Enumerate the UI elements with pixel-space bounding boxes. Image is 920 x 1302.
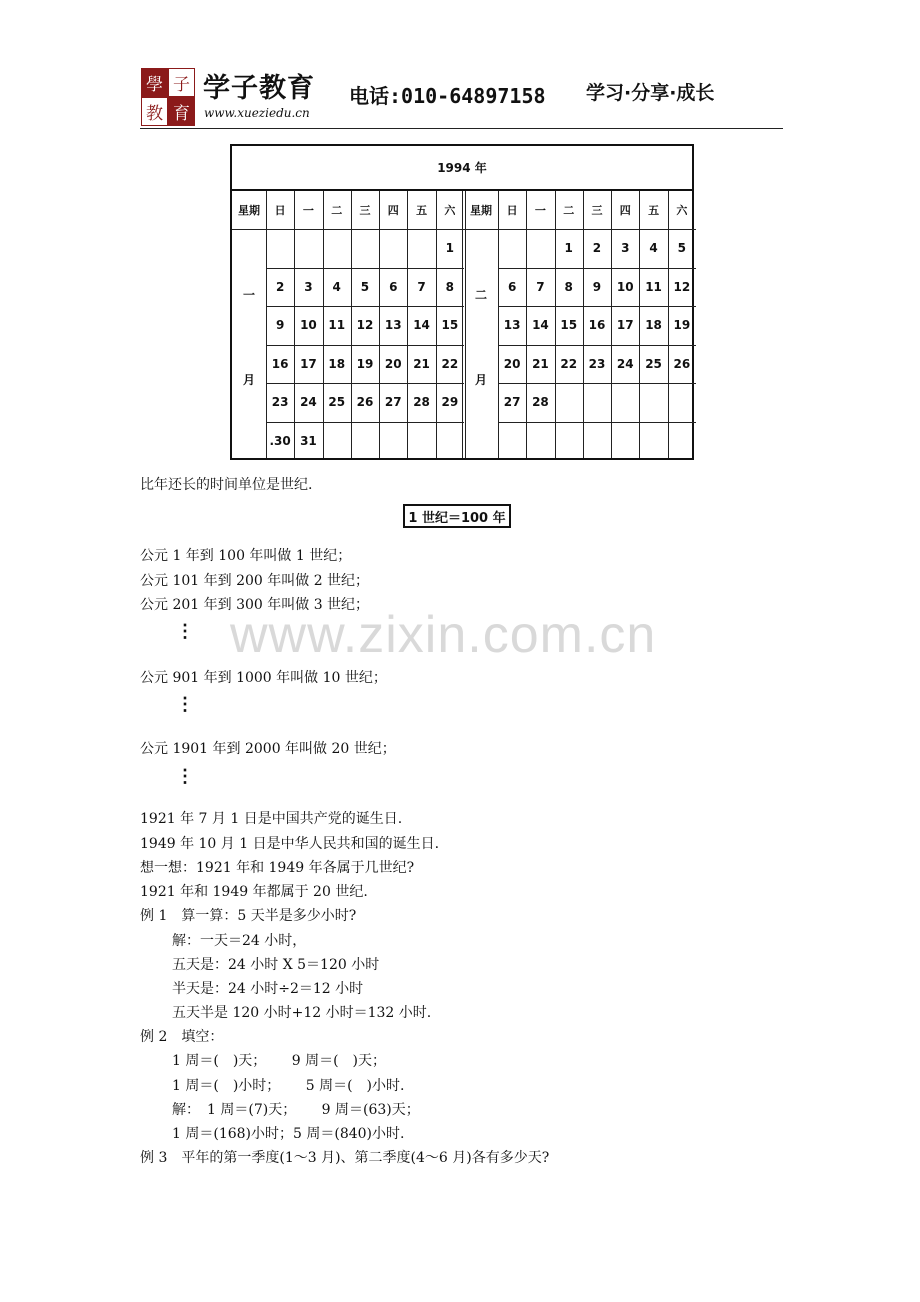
day-cell: 3	[621, 241, 630, 256]
text-line: 半天是：24 小时÷2＝12 小时	[172, 981, 364, 997]
day-cell: .30	[269, 433, 291, 448]
text-line: 公元 901 年到 1000 年叫做 10 世纪；	[140, 670, 387, 686]
grid-line	[498, 191, 499, 458]
day-cell	[407, 229, 435, 268]
logo-char: 子	[168, 68, 195, 97]
weekday-header: 日	[274, 204, 286, 217]
text-line: 1 周＝( )小时； 5 周＝( )小时.	[172, 1078, 405, 1094]
day-cell: 31	[300, 433, 317, 448]
day-cell: 17	[616, 318, 634, 333]
day-cell: 27	[503, 395, 521, 410]
day-cell	[436, 422, 464, 461]
text-line: 比年还长的时间单位是世纪.	[140, 477, 313, 493]
day-cell: 13	[503, 318, 521, 333]
text-line: 1 周＝(168)小时；5 周＝(840)小时.	[172, 1126, 405, 1142]
grid-line	[498, 383, 696, 384]
weekday-header: 日	[506, 204, 518, 217]
day-cell: 14	[413, 318, 430, 333]
grid-line	[611, 191, 612, 458]
day-cell: 26	[673, 356, 691, 371]
weekday-header: 一	[534, 204, 546, 217]
calendar-title: 1994 年	[232, 146, 692, 191]
day-cell: 9	[275, 318, 285, 333]
grid-line	[266, 268, 464, 269]
day-cell: 28	[413, 395, 430, 410]
day-cell	[379, 422, 407, 461]
day-cell: 20	[503, 356, 521, 371]
day-cell: 8	[445, 279, 455, 294]
text-line: 公元 101 年到 200 年叫做 2 世纪；	[140, 573, 370, 589]
phone-number: 电话:010-64897158	[349, 84, 546, 108]
day-cell	[668, 422, 696, 461]
day-cell	[639, 383, 667, 422]
day-cell	[323, 422, 351, 461]
text-line: 解： 1 周＝(7)天； 9 周＝(63)天；	[172, 1102, 420, 1118]
grid-line	[294, 191, 295, 458]
example-heading: 例 3 平年的第一季度(1～3 月)、第二季度(4～6 月)各有多少天?	[140, 1150, 550, 1166]
day-cell: 12	[356, 318, 374, 333]
day-cell: 10	[300, 318, 317, 333]
day-cell: 27	[384, 395, 402, 410]
header-divider	[140, 128, 783, 129]
day-cell: 7	[536, 279, 545, 294]
text-line: 1921 年和 1949 年都属于 20 世纪.	[140, 884, 368, 900]
day-cell	[351, 229, 379, 268]
day-cell	[323, 229, 351, 268]
day-cell	[294, 229, 322, 268]
example-heading: 例 1 算一算：5 天半是多少小时?	[140, 908, 357, 924]
logo-char: 學	[141, 68, 168, 97]
day-cell: 21	[532, 356, 549, 371]
day-cell: 18	[328, 356, 346, 371]
day-cell	[407, 422, 435, 461]
weekday-header: 六	[444, 204, 456, 217]
weekday-header: 五	[416, 204, 428, 217]
day-cell: 6	[507, 279, 517, 294]
day-cell	[498, 229, 526, 268]
text-line: 1921 年 7 月 1 日是中国共产党的诞生日.	[140, 811, 403, 827]
site-url: www.xueziedu.cn	[204, 106, 310, 120]
day-cell: 15	[560, 318, 578, 333]
grid-line	[266, 306, 464, 307]
day-cell	[379, 229, 407, 268]
grid-line	[498, 422, 696, 423]
day-cell: 24	[300, 395, 317, 410]
day-cell: 28	[532, 395, 549, 410]
logo-char: 育	[168, 97, 195, 126]
grid-line	[498, 268, 696, 269]
day-cell: 26	[356, 395, 374, 410]
day-cell: 5	[360, 279, 370, 294]
day-cell: 17	[300, 356, 317, 371]
day-cell	[498, 422, 526, 461]
day-cell: 7	[417, 279, 426, 294]
day-cell	[639, 422, 667, 461]
text-line: 五天是：24 小时 X 5＝120 小时	[172, 957, 380, 973]
grid-line	[232, 229, 464, 230]
ellipsis-vertical: ⋮	[176, 766, 194, 787]
day-cell: 16	[588, 318, 606, 333]
day-cell	[611, 422, 639, 461]
weekday-header: 五	[648, 204, 660, 217]
weekday-header: 六	[676, 204, 688, 217]
logo	[141, 68, 195, 126]
day-cell	[526, 229, 554, 268]
day-cell: 4	[332, 279, 341, 294]
day-cell	[555, 383, 583, 422]
day-cell: 23	[271, 395, 289, 410]
day-cell	[526, 422, 554, 461]
grid-line	[583, 191, 584, 458]
day-cell: 8	[564, 279, 573, 294]
day-cell: 19	[356, 356, 374, 371]
grid-line	[639, 191, 640, 458]
day-cell: 4	[649, 241, 658, 256]
day-cell: 14	[532, 318, 549, 333]
weekday-header: 一	[302, 204, 314, 217]
day-cell: 22	[441, 356, 459, 371]
day-cell	[351, 422, 379, 461]
day-cell: 21	[413, 356, 430, 371]
grid-line	[351, 191, 352, 458]
day-cell: 10	[616, 279, 634, 294]
example-heading: 例 2 填空：	[140, 1029, 224, 1045]
day-cell: 15	[441, 318, 459, 333]
day-cell	[668, 383, 696, 422]
day-cell: 3	[304, 279, 313, 294]
grid-line	[266, 345, 464, 346]
grid-line	[266, 383, 464, 384]
grid-line	[555, 191, 556, 458]
text-line: 五天半是 120 小时+12 小时＝132 小时.	[172, 1005, 432, 1021]
grid-line	[526, 191, 527, 458]
day-cell: 12	[673, 279, 691, 294]
grid-line	[379, 191, 380, 458]
day-cell: 1	[564, 241, 573, 256]
day-cell: 13	[384, 318, 402, 333]
day-cell	[266, 229, 294, 268]
month-label: 月	[242, 372, 255, 387]
day-cell: 29	[441, 395, 459, 410]
text-line: 想一想：1921 年和 1949 年各属于几世纪?	[140, 860, 415, 876]
text-line: 公元 1 年到 100 年叫做 1 世纪；	[140, 548, 352, 564]
text-line: 公元 201 年到 300 年叫做 3 世纪；	[140, 597, 370, 613]
day-cell: 23	[588, 356, 606, 371]
day-cell: 19	[673, 318, 691, 333]
weekday-header: 三	[591, 204, 603, 217]
grid-line	[498, 345, 696, 346]
day-cell: 16	[271, 356, 289, 371]
text-line: 解：一天＝24 小时，	[172, 933, 307, 949]
day-cell: 6	[389, 279, 398, 294]
day-cell: 11	[328, 318, 346, 333]
logo-char: 教	[141, 97, 168, 126]
day-cell: 1	[445, 241, 455, 256]
month-label: 一	[242, 287, 255, 302]
day-cell: 11	[645, 279, 662, 294]
weekday-header: 星期	[470, 204, 492, 217]
watermark: www.zixin.com.cn	[230, 606, 657, 664]
grid-line	[266, 422, 464, 423]
day-cell: 18	[645, 318, 662, 333]
grid-line	[436, 191, 437, 458]
day-cell: 5	[677, 241, 687, 256]
grid-line	[498, 306, 696, 307]
ellipsis-vertical: ⋮	[176, 621, 194, 642]
day-cell	[611, 383, 639, 422]
month-label: 月	[474, 372, 487, 387]
grid-line	[462, 191, 463, 458]
weekday-header: 二	[563, 204, 575, 217]
day-cell: 24	[616, 356, 634, 371]
day-cell: 2	[592, 241, 602, 256]
day-cell	[555, 422, 583, 461]
grid-line	[668, 191, 669, 458]
grid-line	[266, 191, 267, 458]
grid-line	[407, 191, 408, 458]
ellipsis-vertical: ⋮	[176, 694, 194, 715]
weekday-header: 二	[331, 204, 343, 217]
day-cell: 25	[328, 395, 346, 410]
weekday-header: 星期	[238, 204, 260, 217]
text-line: 1949 年 10 月 1 日是中华人民共和国的诞生日.	[140, 836, 440, 852]
day-cell: 9	[592, 279, 602, 294]
month-label: 二	[474, 287, 487, 302]
formula-box: 1 世纪＝100 年	[403, 504, 511, 528]
weekday-header: 三	[359, 204, 371, 217]
slogan: 学习·分享·成长	[586, 82, 715, 104]
text-line: 公元 1901 年到 2000 年叫做 20 世纪；	[140, 741, 396, 757]
brand-name: 学子教育	[203, 73, 315, 104]
day-cell: 2	[275, 279, 285, 294]
day-cell: 20	[384, 356, 402, 371]
day-cell: 25	[645, 356, 662, 371]
text-line: 1 周＝( )天； 9 周＝( )天；	[172, 1053, 387, 1069]
weekday-header: 四	[619, 204, 631, 217]
day-cell	[583, 422, 611, 461]
calendar-table	[230, 144, 694, 460]
weekday-header: 四	[387, 204, 399, 217]
grid-line	[323, 191, 324, 458]
day-cell: 22	[560, 356, 578, 371]
grid-line	[465, 191, 466, 458]
grid-line	[464, 229, 696, 230]
day-cell	[583, 383, 611, 422]
